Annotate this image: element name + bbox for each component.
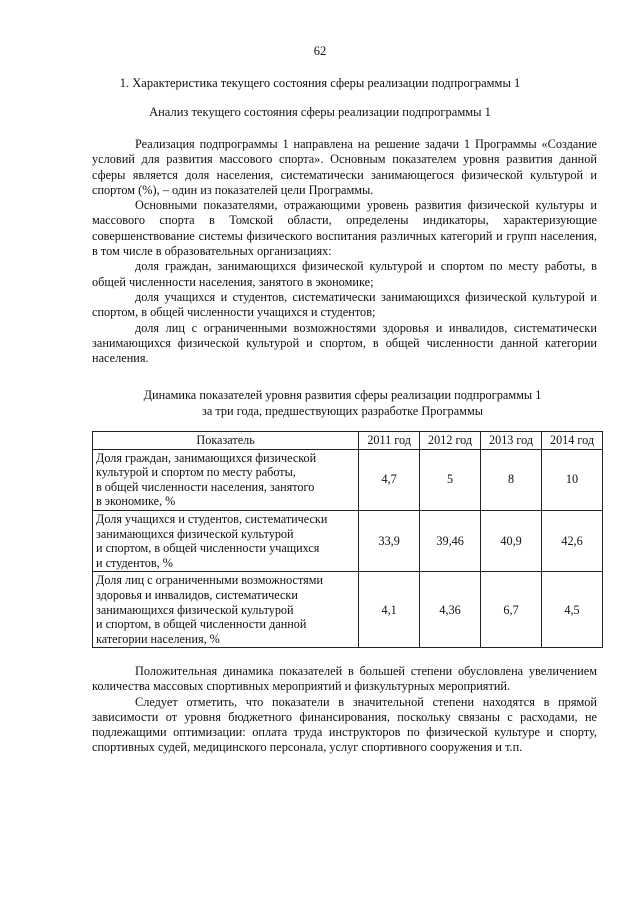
indicator-line: категории населения, % xyxy=(96,631,220,646)
indicator-line: Доля лиц с ограниченными возможностями xyxy=(96,573,323,588)
value-cell: 4,1 xyxy=(359,572,420,648)
table-header-row xyxy=(93,432,603,450)
value-cell: 4,5 xyxy=(542,572,603,648)
indicator-line: Доля граждан, занимающихся физической xyxy=(96,450,317,465)
table-caption-line: Динамика показателей уровня развития сферы реализации подпрограммы 1 xyxy=(143,388,542,402)
column-header: 2014 год xyxy=(542,432,603,450)
paragraph: Положительная динамика показателей в большей степени обусловлена увеличением количества массовых спортивных мероприятий и физкультурных мероприятий. xyxy=(92,664,597,694)
paragraph: доля лиц с ограниченными возможностями здоровья и инвалидов, систематически занимающихся физической культурой и спортом, в общей численности данной категории населения. xyxy=(92,320,597,366)
indicator-line: и студентов, % xyxy=(96,555,173,570)
value-cell: 4,36 xyxy=(420,572,481,648)
indicator-line: и спортом, в общей численности учащихся xyxy=(96,541,320,556)
subsection-title: Анализ текущего состояния сферы реализации подпрограммы 1 xyxy=(149,105,491,119)
table-caption xyxy=(70,388,615,419)
paragraph: Реализация подпрограммы 1 направлена на решение задачи 1 Программы «Создание условий для развития массового спорта». Основным показателем уровня развития данной сферы является доля населения, систематически занимающегося физической культурой и спортом (%), – один из показателей цели Программы. xyxy=(92,137,597,197)
indicator-line: здоровья и инвалидов, систематически xyxy=(96,587,298,602)
paragraph: доля граждан, занимающихся физической культурой и спортом по месту работы, в общей численности населения, занятого в экономике; xyxy=(92,259,597,289)
table-row xyxy=(93,510,603,571)
table-row xyxy=(93,449,603,510)
value-cell: 42,6 xyxy=(542,510,603,571)
indicator-cell xyxy=(93,449,359,510)
value-cell: 8 xyxy=(481,449,542,510)
value-cell: 5 xyxy=(420,449,481,510)
value-cell: 33,9 xyxy=(359,510,420,571)
indicator-cell xyxy=(93,510,359,571)
value-cell: 40,9 xyxy=(481,510,542,571)
paragraph: доля учащихся и студентов, систематически занимающихся физической культурой и спортом, в общей численности учащихся и студентов; xyxy=(92,289,597,320)
column-header: 2011 год xyxy=(359,432,420,450)
indicator-line: и спортом, в общей численности данной xyxy=(96,617,307,632)
intro-text xyxy=(92,137,597,366)
column-header: Показатель xyxy=(93,432,359,450)
indicator-line: Доля учащихся и студентов, систематически xyxy=(96,511,328,526)
indicators-table xyxy=(92,431,603,648)
indicator-line: занимающихся физической культурой xyxy=(96,526,294,541)
value-cell: 4,7 xyxy=(359,449,420,510)
section-title: 1. Характеристика текущего состояния сферы реализации подпрограммы 1 xyxy=(119,76,521,90)
table-caption-line: за три года, предшествующих разработке Программы xyxy=(202,403,483,418)
value-cell: 39,46 xyxy=(420,510,481,571)
value-cell: 6,7 xyxy=(481,572,542,648)
value-cell: 10 xyxy=(542,449,603,510)
paragraph: Основными показателями, отражающими уровень развития физической культуры и массового спорта в Томской области, определены индикаторы, характеризующие совершенствование системы физического воспитания различных категорий и групп населения, в том числе в образовательных организациях: xyxy=(92,198,597,259)
column-header: 2012 год xyxy=(420,432,481,450)
indicator-line: занимающихся физической культурой xyxy=(96,602,294,617)
indicator-line: в общей численности населения, занятого xyxy=(96,479,315,494)
paragraph: Следует отметить, что показатели в значительной степени находятся в прямой зависимости от уровня бюджетного финансирования, поскольку связаны с расходами, не подлежащими оптимизации: оплата труда инструкторов по физической культуре и спорту, спортивных судей, медицинского персонала, услуг спортивного сооружения и т.п. xyxy=(92,694,597,755)
table-row xyxy=(93,572,603,648)
indicator-line: культурой и спортом по месту работы, xyxy=(96,465,296,480)
column-header: 2013 год xyxy=(481,432,542,450)
page-number: 62 xyxy=(313,44,327,58)
indicator-cell xyxy=(93,572,359,648)
conclusion-text xyxy=(92,664,597,756)
indicator-line: в экономике, % xyxy=(96,494,176,509)
